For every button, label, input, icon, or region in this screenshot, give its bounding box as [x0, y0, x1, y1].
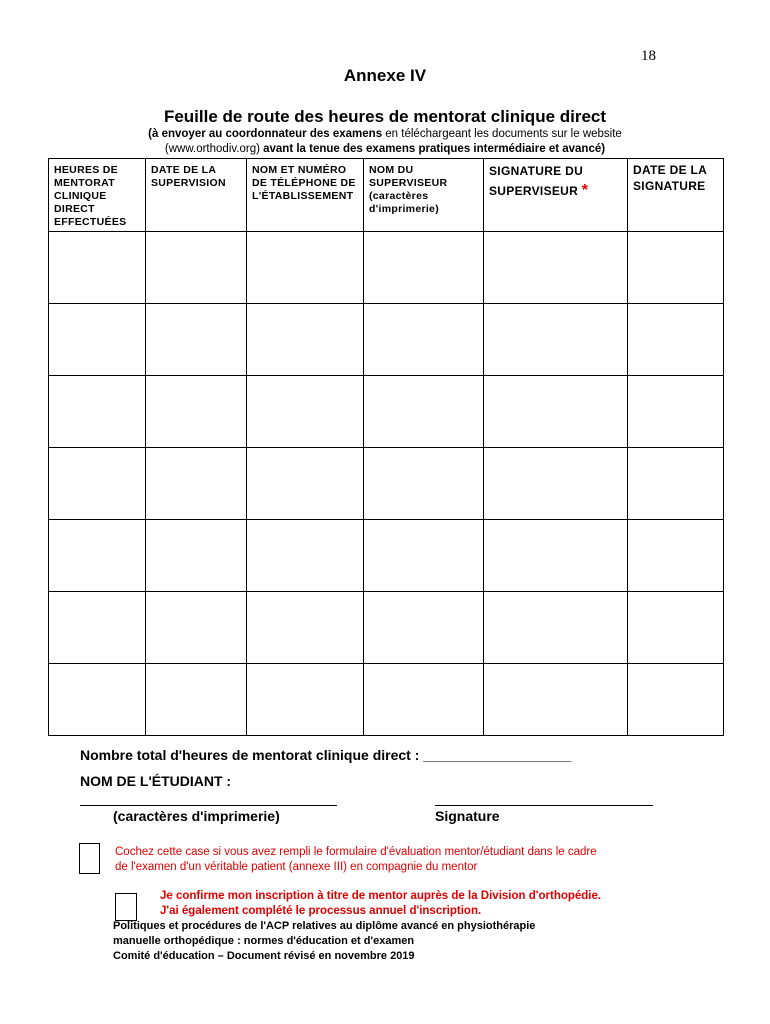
- signature-label: Signature: [435, 808, 500, 824]
- table-row: [49, 520, 724, 592]
- mentor-confirm-text: Je confirme mon inscription à titre de mentor auprès de la Division d'orthopédie. J'ai également complété le processus annuel d'inscription.: [160, 890, 602, 917]
- supervisor-name-cell[interactable]: [364, 232, 484, 304]
- supervision-date-cell[interactable]: [146, 520, 247, 592]
- supervision-date-cell[interactable]: [146, 304, 247, 376]
- supervisor-signature-cell[interactable]: [484, 520, 628, 592]
- hours-cell[interactable]: [49, 520, 146, 592]
- establishment-cell[interactable]: [247, 592, 364, 664]
- hours-cell[interactable]: [49, 232, 146, 304]
- total-hours-label: Nombre total d'heures de mentorat clinique direct : ___________________: [80, 747, 572, 763]
- header-signature-date: DATE DE LA SIGNATURE: [628, 159, 724, 232]
- supervisor-signature-cell[interactable]: [484, 232, 628, 304]
- signature-date-cell[interactable]: [628, 448, 724, 520]
- establishment-cell[interactable]: [247, 304, 364, 376]
- header-establishment: NOM ET NUMÉRO DE TÉLÉPHONE DE L'ÉTABLISSEMENT: [247, 159, 364, 232]
- hours-log-table: [48, 158, 724, 736]
- table-row: [49, 664, 724, 736]
- student-name-line[interactable]: [80, 805, 337, 806]
- signature-line[interactable]: [435, 805, 653, 806]
- hours-cell[interactable]: [49, 304, 146, 376]
- subtitle-line-1-normal: en téléchargeant les documents sur le website: [382, 128, 622, 140]
- evaluation-checkbox-text: Cochez cette case si vous avez rempli le formulaire d'évaluation mentor/étudiant dans le cadre de l'examen d'un véritable patient (annexe III) en compagnie du mentor: [115, 846, 597, 873]
- signature-date-cell[interactable]: [628, 520, 724, 592]
- hours-cell[interactable]: [49, 376, 146, 448]
- subtitle-line-2-normal: (www.orthodiv.org): [164, 143, 264, 155]
- annexe-heading: Annexe IV: [343, 66, 427, 85]
- hours-cell[interactable]: [49, 664, 146, 736]
- establishment-cell[interactable]: [247, 664, 364, 736]
- evaluation-checkbox[interactable]: [79, 843, 100, 874]
- table-row: [49, 376, 724, 448]
- supervisor-signature-cell[interactable]: [484, 304, 628, 376]
- subtitle-line-1: [0, 128, 770, 140]
- supervisor-signature-cell[interactable]: [484, 664, 628, 736]
- establishment-cell[interactable]: [247, 520, 364, 592]
- supervisor-name-cell[interactable]: [364, 664, 484, 736]
- mentor-confirm-checkbox[interactable]: [115, 893, 137, 921]
- required-asterisk: *: [581, 182, 589, 199]
- supervision-date-cell[interactable]: [146, 664, 247, 736]
- page-title: Feuille de route des heures de mentorat clinique direct: [163, 107, 607, 126]
- page-number: 18: [641, 48, 656, 64]
- establishment-cell[interactable]: [247, 448, 364, 520]
- subtitle-line-2: [0, 143, 770, 155]
- document-footer: Politiques et procédures de l'ACP relatives au diplôme avancé en physiothérapie manuelle orthopédique : normes d'éducation et d'examen Comité d'éducation – Document révisé en novembre 2019: [113, 920, 536, 962]
- signature-date-cell[interactable]: [628, 664, 724, 736]
- header-hours: HEURES DE MENTORAT CLINIQUE DIRECT EFFECTUÉES: [49, 159, 146, 232]
- table-row: [49, 304, 724, 376]
- supervisor-signature-cell[interactable]: [484, 448, 628, 520]
- supervisor-signature-cell[interactable]: [484, 592, 628, 664]
- signature-date-cell[interactable]: [628, 232, 724, 304]
- signature-date-cell[interactable]: [628, 376, 724, 448]
- hours-cell[interactable]: [49, 448, 146, 520]
- table-row: [49, 232, 724, 304]
- supervisor-name-cell[interactable]: [364, 304, 484, 376]
- supervision-date-cell[interactable]: [146, 232, 247, 304]
- signature-date-cell[interactable]: [628, 592, 724, 664]
- supervision-date-cell[interactable]: [146, 448, 247, 520]
- supervision-date-cell[interactable]: [146, 376, 247, 448]
- table-header-row: [49, 159, 724, 232]
- supervisor-name-cell[interactable]: [364, 592, 484, 664]
- subtitle-line-1-bold: (à envoyer au coordonnateur des examens: [148, 128, 383, 140]
- print-label: (caractères d'imprimerie): [113, 808, 280, 824]
- table-row: [49, 448, 724, 520]
- header-supervision-date: DATE DE LA SUPERVISION: [146, 159, 247, 232]
- establishment-cell[interactable]: [247, 376, 364, 448]
- supervision-date-cell[interactable]: [146, 592, 247, 664]
- supervisor-signature-cell[interactable]: [484, 376, 628, 448]
- supervisor-name-cell[interactable]: [364, 520, 484, 592]
- header-supervisor-name: NOM DU SUPERVISEUR (caractères d'imprimerie): [364, 159, 484, 232]
- table-row: [49, 592, 724, 664]
- signature-date-cell[interactable]: [628, 304, 724, 376]
- student-name-label: NOM DE L'ÉTUDIANT :: [80, 773, 232, 789]
- hours-cell[interactable]: [49, 592, 146, 664]
- subtitle-line-2-bold: avant la tenue des examens pratiques intermédiaire et avancé): [263, 143, 606, 155]
- supervisor-name-cell[interactable]: [364, 376, 484, 448]
- establishment-cell[interactable]: [247, 232, 364, 304]
- header-supervisor-signature: SIGNATURE DU SUPERVISEUR *: [484, 159, 628, 232]
- supervisor-name-cell[interactable]: [364, 448, 484, 520]
